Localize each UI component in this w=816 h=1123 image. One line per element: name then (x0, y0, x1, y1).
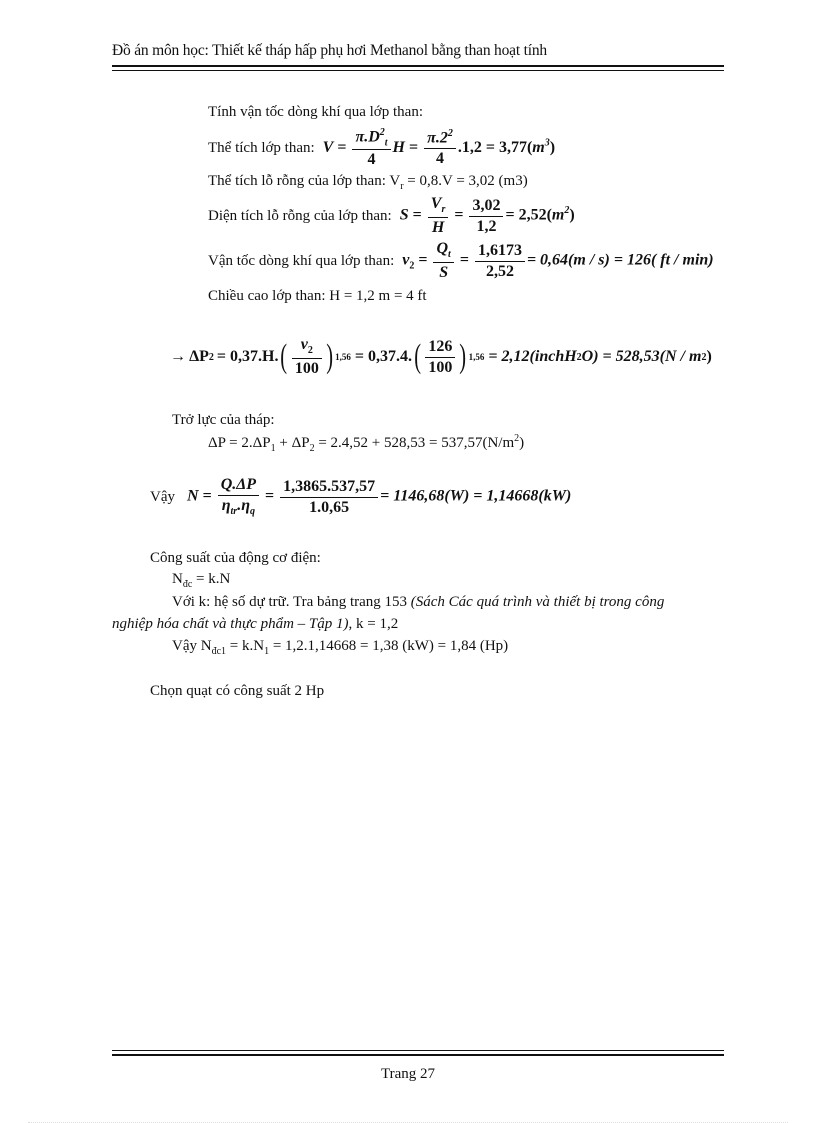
velocity-title: Tính vận tốc dòng khí qua lớp than: (208, 104, 423, 120)
volume-label: Thể tích lớp than: (208, 139, 315, 156)
power-prefix: Vậy (150, 488, 175, 505)
tower-resistance-formula: $\Delta P = 2.\Delta P_1 + \Delta P_2 = 2.4,52 + 528,53 = 537,57(N/m^2)$ (208, 433, 525, 454)
conclusion: Chọn quạt có công suất 2 Hp (150, 683, 325, 699)
motor-title: Công suất của động cơ điện: (150, 550, 321, 566)
footer-rule-thin (112, 1050, 724, 1051)
speed-label: Vận tốc dòng khí qua lớp than: (208, 252, 395, 269)
tower-resistance-title: Trở lực của tháp: (172, 412, 275, 428)
speed-equation: $v_2$ = $\frac{Q_t}{S}$ = $\frac{1,6173}{2,52}$ = 0,64(m / s) = 126( ft / min) (402, 240, 714, 281)
dp2-equation: → ΔP 2 = 0,37.H. ( $\frac{v_2}{100}$ ) 1,56 = 0,37.4. ( $\frac{126}{100}$ ) 1,56 = 2,12(inchH 2 O) = 528,53(N / m 2 ) (170, 336, 712, 377)
area-line (208, 194, 575, 238)
motor-result: Vậy $N_{đc1} = k.N_1 = 1,2.1,14668 = 1,38$ (kW) = 1,84 (Hp) (172, 638, 509, 657)
page-header-title: Đồ án môn học: Thiết kế tháp hấp phụ hơi Methanol bằng than hoạt tính (112, 42, 547, 59)
volume-equation: V = $\frac{\pi.D^2_t}{4}$ H = $\frac{\pi.2^2}{4}$ $.1,2 = 3,77(m^3)$ (322, 126, 556, 169)
page-number: Trang 27 (380, 1066, 436, 1082)
power-equation: N = $\frac{Q.\Delta P}{\eta_{tr}.\eta_q}$ = $\frac{1,3865.537,57}{1.0,65}$ = 1146,68(W) = 1,14668(kW) (187, 476, 572, 518)
header-rule-thin (112, 70, 724, 71)
void-volume-line: Thể tích lỗ rỗng của lớp than: $V_r = 0,8.V = 3,02$ (m3) (208, 173, 528, 192)
area-label: Diện tích lỗ rỗng của lớp than: (208, 207, 392, 224)
power-line (150, 472, 571, 522)
area-equation: S = $\frac{V_r}{H}$ = $\frac{3,02}{1,2}$ = $2,52(m^2)$ (399, 195, 575, 236)
header-rule-thick (112, 65, 724, 67)
footer-rule-thick (112, 1054, 724, 1056)
k-coefficient-line-2: nghiệp hóa chất và thực phẩm – Tập 1), k = 1,2 (112, 616, 399, 632)
height-line: Chiều cao lớp than: H = 1,2 m = 4 ft (208, 288, 427, 304)
volume-line (208, 126, 555, 170)
motor-formula: $N_{đc} = k.N$ (172, 571, 231, 590)
k-coefficient-line: Với k: hệ số dự trữ. Tra bảng trang 153 (Sách Các quá trình và thiết bị trong công (172, 594, 665, 610)
speed-line (208, 238, 714, 284)
